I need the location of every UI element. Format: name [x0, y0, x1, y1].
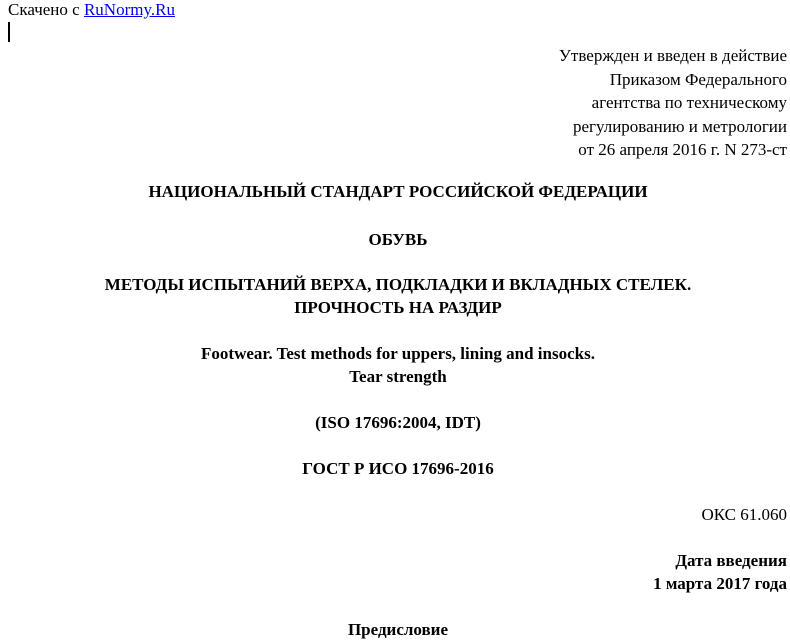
title-ru [0, 273, 790, 319]
standard-designation: ГОСТ Р ИСО 17696-2016 [302, 459, 494, 478]
approval-line: регулированию и метрологии [572, 116, 787, 136]
title-en-line: Tear strength [349, 367, 447, 386]
product-title: ОБУВЬ [368, 230, 428, 249]
approval-line: Утвержден и введен в действие [558, 46, 787, 65]
effective-date-block [653, 549, 787, 595]
title-en [0, 342, 790, 388]
title-ru-line: МЕТОДЫ ИСПЫТАНИЙ ВЕРХА, ПОДКЛАДКИ И ВКЛАДНЫХ СТЕЛЕК. [104, 275, 692, 294]
source-link[interactable]: RuNormy.Ru [83, 0, 175, 19]
approval-line: агентства по техническому [591, 93, 787, 112]
source-prefix: Скачено с [8, 0, 84, 19]
standard-header: НАЦИОНАЛЬНЫЙ СТАНДАРТ РОССИЙСКОЙ ФЕДЕРАЦИИ [148, 182, 648, 201]
title-ru-line: ПРОЧНОСТЬ НА РАЗДИР [294, 298, 502, 317]
preface-heading: Предисловие [347, 620, 449, 639]
source-line [8, 0, 175, 20]
approval-block [387, 44, 787, 162]
effective-date-value: 1 марта 2017 года [653, 574, 787, 593]
title-en-line: Footwear. Test methods for uppers, lining and insocks. [201, 344, 595, 363]
text-cursor [8, 22, 10, 42]
approval-line: от 26 апреля 2016 г. N 273-ст [578, 140, 787, 159]
approval-line: Приказом Федерального [609, 69, 787, 89]
effective-date-label: Дата введения [675, 551, 787, 570]
iso-reference: (ISO 17696:2004, IDT) [315, 413, 481, 432]
oks-code: ОКС 61.060 [701, 505, 787, 524]
